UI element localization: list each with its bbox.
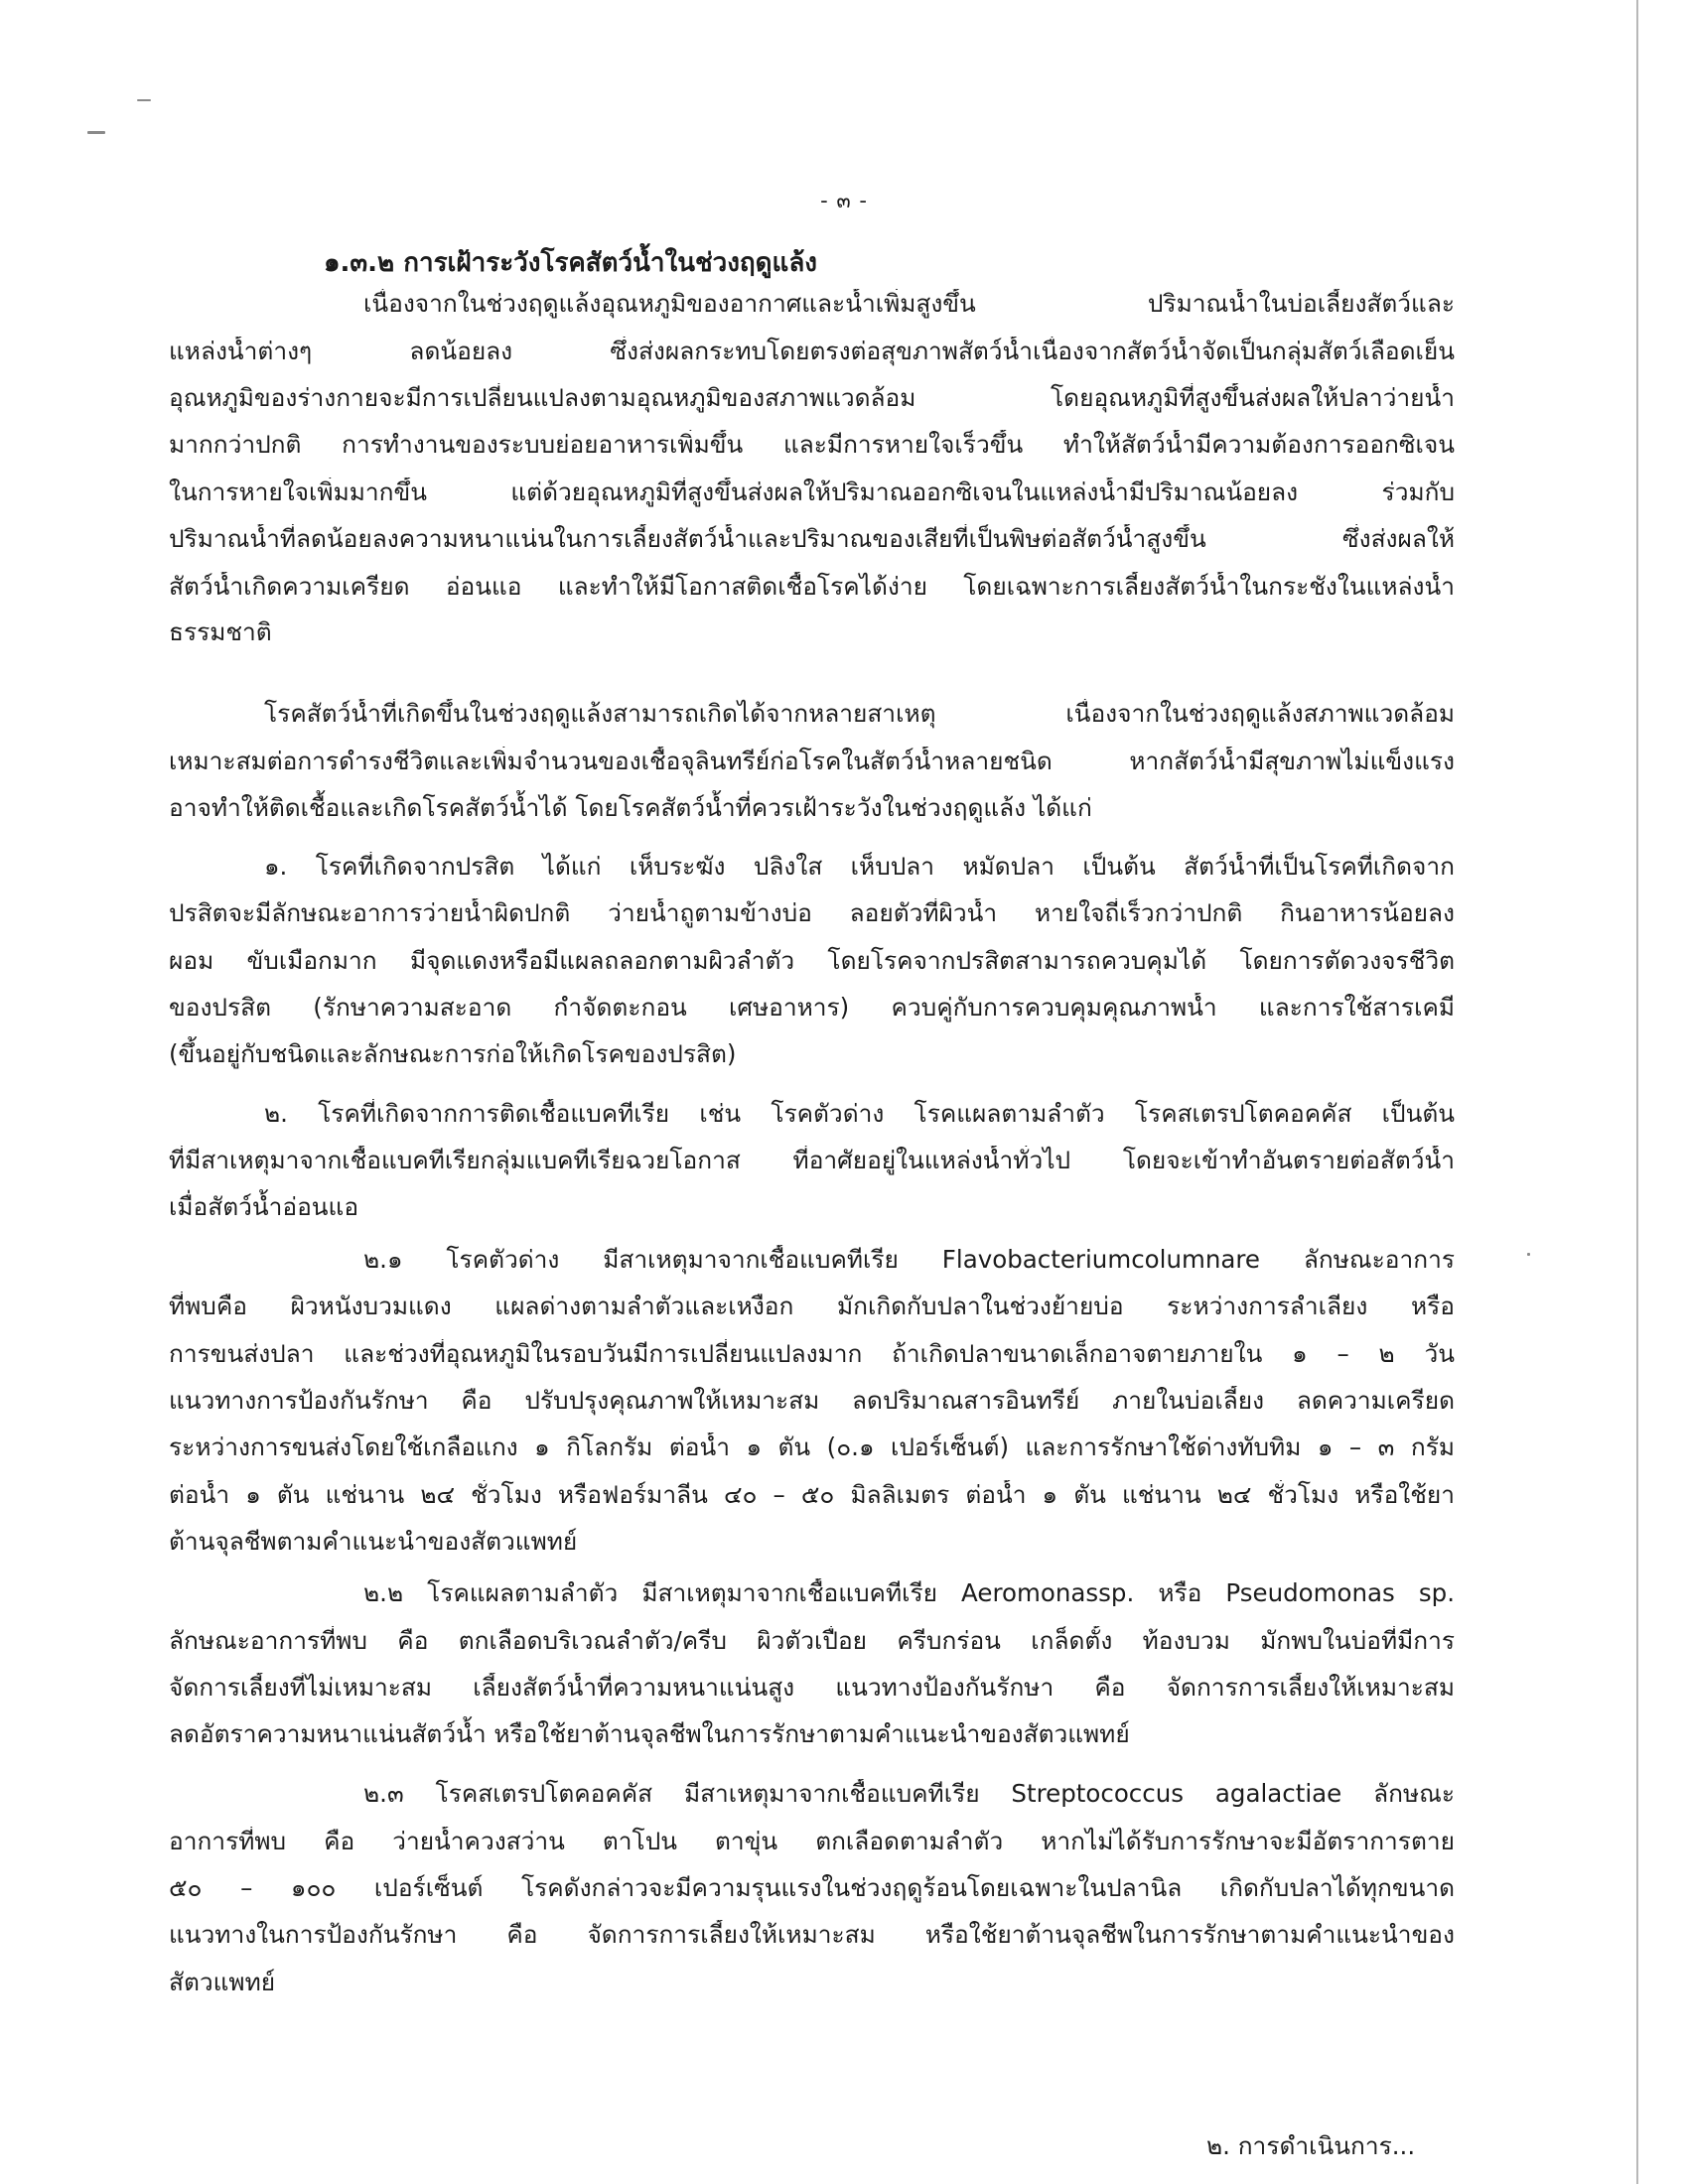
paragraph-line: อุณหภูมิของร่างกายจะมีการเปลี่ยนแปลงตามอุณหภูมิของสภาพแวดล้อม โดยอุณหภูมิที่สูงขึ้นส่งผลให้ปลาว่ายน้ำ bbox=[169, 383, 1455, 412]
sub-item-line: ๒.๑ โรคตัวด่าง มีสาเหตุมาจากเชื้อแบคทีเรีย Flavobacteriumcolumnare ลักษณะอาการ bbox=[363, 1245, 1455, 1274]
sub-item-line: ๒.๒ โรคแผลตามลำตัว มีสาเหตุมาจากเชื้อแบคทีเรีย Aeromonassp. หรือ Pseudomonas sp. bbox=[363, 1578, 1455, 1607]
list-item-line: ๒. โรคที่เกิดจากการติดเชื้อแบคทีเรีย เช่น โรคตัวด่าง โรคแผลตามลำตัว โรคสเตรปโตคอคคัส เป็นต้น bbox=[264, 1099, 1455, 1128]
paragraph-line: ปริมาณน้ำที่ลดน้อยลงความหนาแน่นในการเลี้ยงสัตว์น้ำและปริมาณของเสียที่เป็นพิษต่อสัตว์น้ำสูงขึ้น ซึ่งส่งผลให้ bbox=[169, 524, 1455, 553]
sub-item-line: ๕๐ – ๑๐๐ เปอร์เซ็นต์ โรคดังกล่าวจะมีความรุนแรงในช่วงฤดูร้อนโดยเฉพาะในปลานิล เกิดกับปลาได้ทุกขนาด bbox=[169, 1873, 1455, 1902]
sub-item-line: ลดอัตราความหนาแน่นสัตว์น้ำ หรือใช้ยาต้านจุลชีพในการรักษาตามคำแนะนำของสัตวแพทย์ bbox=[169, 1719, 1130, 1748]
page-number: - ๓ - bbox=[820, 189, 868, 212]
sub-item-line: ที่พบคือ ผิวหนังบวมแดง แผลด่างตามลำตัวและเหงือก มักเกิดกับปลาในช่วงย้ายบ่อ ระหว่างการลำเลียง หรือ bbox=[169, 1292, 1455, 1320]
paragraph-line: เนื่องจากในช่วงฤดูแล้งอุณหภูมิของอากาศและน้ำเพิ่มสูงขึ้น ปริมาณน้ำในบ่อเลี้ยงสัตว์และ bbox=[363, 289, 1455, 318]
sub-item-line: ๒.๓ โรคสเตรปโตคอคคัส มีสาเหตุมาจากเชื้อแบคทีเรีย Streptococcus agalactiae ลักษณะ bbox=[363, 1779, 1455, 1808]
list-item-line: ๑. โรคที่เกิดจากปรสิต ได้แก่ เห็บระฆัง ปลิงใส เห็บปลา หมัดปลา เป็นต้น สัตว์น้ำที่เป็นโรคที่เกิดจาก bbox=[264, 852, 1455, 881]
sub-item-line: แนวทางในการป้องกันรักษา คือ จัดการการเลี้ยงให้เหมาะสม หรือใช้ยาต้านจุลชีพในการรักษาตามคำแนะนำของ bbox=[169, 1920, 1455, 1949]
list-item-line: ของปรสิต (รักษาความสะอาด กำจัดตะกอน เศษอาหาร) ควบคู่กับการควบคุมคุณภาพน้ำ และการใช้สารเคมี bbox=[169, 993, 1455, 1022]
sub-item-line: จัดการเลี้ยงที่ไม่เหมาะสม เลี้ยงสัตว์น้ำที่ความหนาแน่นสูง แนวทางป้องกันรักษา คือ จัดการการเลี้ยงให้เหมาะสม bbox=[169, 1673, 1455, 1702]
paragraph-line: โรคสัตว์น้ำที่เกิดขึ้นในช่วงฤดูแล้งสามารถเกิดได้จากหลายสาเหตุ เนื่องจากในช่วงฤดูแล้งสภาพแวดล้อม bbox=[264, 699, 1455, 728]
paragraph-line: มากกว่าปกติ การทำงานของระบบย่อยอาหารเพิ่มขึ้น และมีการหายใจเร็วขึ้น ทำให้สัตว์น้ำมีความต้องการออกซิเจน bbox=[169, 430, 1455, 459]
sub-item-line: อาการที่พบ คือ ว่ายน้ำควงสว่าน ตาโปน ตาขุ่น ตกเลือดตามลำตัว หากไม่ได้รับการรักษาจะมีอัตราการตาย bbox=[169, 1827, 1455, 1855]
paragraph-line: เหมาะสมต่อการดำรงชีวิตและเพิ่มจำนวนของเชื้อจุลินทรีย์ก่อโรคในสัตว์น้ำหลายชนิด หากสัตว์น้ำมีสุขภาพไม่แข็งแรง bbox=[169, 747, 1455, 775]
sub-item-line: แนวทางการป้องกันรักษา คือ ปรับปรุงคุณภาพให้เหมาะสม ลดปริมาณสารอินทรีย์ ภายในบ่อเลี้ยง ลดความเครียด bbox=[169, 1386, 1455, 1415]
sub-item-line: ต้านจุลชีพตามคำแนะนำของสัตวแพทย์ bbox=[169, 1527, 578, 1556]
sub-item-line: ระหว่างการขนส่งโดยใช้เกลือแกง ๑ กิโลกรัม ต่อน้ำ ๑ ตัน (๐.๑ เปอร์เซ็นต์) และการรักษาใช้ด่างทับทิม ๑ – ๓ กรัม bbox=[169, 1433, 1455, 1461]
list-item-line: ปรสิตจะมีลักษณะอาการว่ายน้ำผิดปกติ ว่ายน้ำถูตามข้างบ่อ ลอยตัวที่ผิวน้ำ หายใจถี่เร็วกว่าปกติ กินอาหารน้อยลง bbox=[169, 898, 1455, 927]
list-item-line: เมื่อสัตว์น้ำอ่อนแอ bbox=[169, 1192, 359, 1221]
section-heading: ๑.๓.๒ การเฝ้าระวังโรคสัตว์น้ำในช่วงฤดูแล้ง bbox=[324, 248, 817, 278]
list-item-line: (ขึ้นอยู่กับชนิดและลักษณะการก่อให้เกิดโรคของปรสิต) bbox=[169, 1039, 737, 1068]
sub-item-line: ต่อน้ำ ๑ ตัน แช่นาน ๒๔ ชั่วโมง หรือฟอร์มาลีน ๔๐ – ๕๐ มิลลิเมตร ต่อน้ำ ๑ ตัน แช่นาน ๒๔ ชั่วโมง หรือใช้ยา bbox=[169, 1480, 1455, 1509]
scan-speck bbox=[137, 99, 151, 101]
sub-item-line: สัตวแพทย์ bbox=[169, 1968, 276, 1996]
sub-item-line: การขนส่งปลา และช่วงที่อุณหภูมิในรอบวันมีการเปลี่ยนแปลงมาก ถ้าเกิดปลาขนาดเล็กอาจตายภายใน ๑ – ๒ วัน bbox=[169, 1339, 1455, 1368]
continuation-note: ๒. การดำเนินการ... bbox=[1206, 2131, 1416, 2160]
sub-item-line: ลักษณะอาการที่พบ คือ ตกเลือดบริเวณลำตัว/ครีบ ผิวตัวเปื่อย ครีบกร่อน เกล็ดตั้ง ท้องบวม มักพบในบ่อที่มีการ bbox=[169, 1626, 1455, 1655]
paragraph-line: ธรรมชาติ bbox=[169, 617, 272, 646]
paragraph-line: อาจทำให้ติดเชื้อและเกิดโรคสัตว์น้ำได้ โดยโรคสัตว์น้ำที่ควรเฝ้าระวังในช่วงฤดูแล้ง ได้แก่ bbox=[169, 793, 1092, 822]
paragraph-line: ในการหายใจเพิ่มมากขึ้น แต่ด้วยอุณหภูมิที่สูงขึ้นส่งผลให้ปริมาณออกซิเจนในแหล่งน้ำมีปริมาณน้อยลง ร่วมกับ bbox=[169, 478, 1455, 506]
scan-edge-line bbox=[1636, 0, 1638, 2184]
list-item-line: ผอม ขับเมือกมาก มีจุดแดงหรือมีแผลถลอกตามผิวลำตัว โดยโรคจากปรสิตสามารถควบคุมได้ โดยการตัดวงจรชีวิต bbox=[169, 946, 1455, 975]
paragraph-line: สัตว์น้ำเกิดความเครียด อ่อนแอ และทำให้มีโอกาสติดเชื้อโรคได้ง่าย โดยเฉพาะการเลี้ยงสัตว์น้ำในกระชังในแหล่งน้ำ bbox=[169, 572, 1455, 601]
scan-speck bbox=[87, 131, 105, 134]
scan-speck bbox=[1527, 1253, 1530, 1256]
paragraph-line: แหล่งน้ำต่างๆ ลดน้อยลง ซึ่งส่งผลกระทบโดยตรงต่อสุขภาพสัตว์น้ำเนื่องจากสัตว์น้ำจัดเป็นกลุ่มสัตว์เลือดเย็น bbox=[169, 337, 1455, 365]
list-item-line: ที่มีสาเหตุมาจากเชื้อแบคทีเรียกลุ่มแบคทีเรียฉวยโอกาส ที่อาศัยอยู่ในแหล่งน้ำทั่วไป โดยจะเข้าทำอันตรายต่อสัตว์น้ำ bbox=[169, 1146, 1455, 1174]
